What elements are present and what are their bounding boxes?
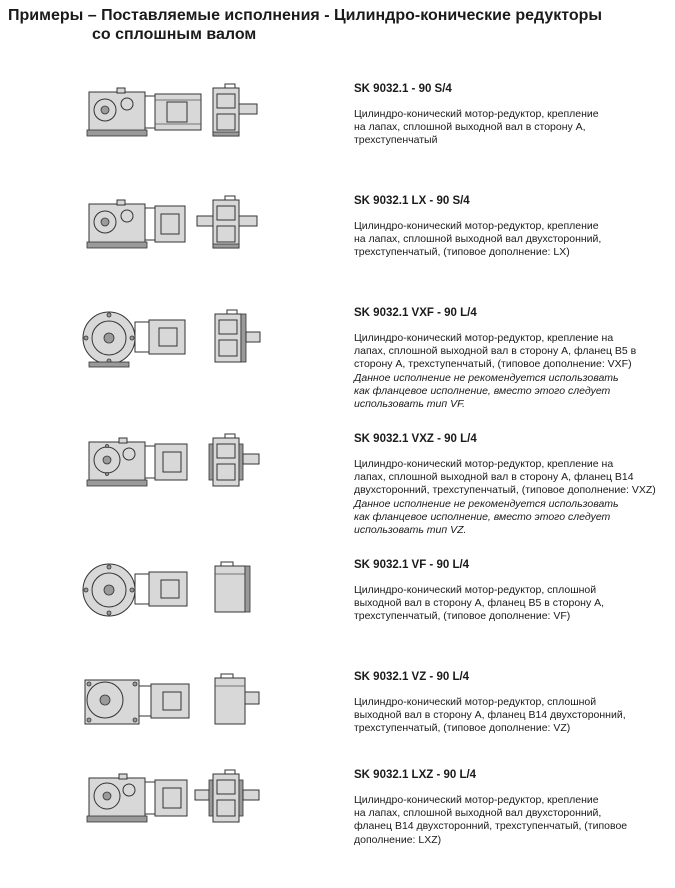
gearmotor-drawing bbox=[75, 304, 275, 376]
variant-description bbox=[354, 558, 664, 624]
model-code: SK 9032.1 - 90 S/4 bbox=[354, 83, 452, 95]
variant-description bbox=[354, 306, 664, 411]
description-text: Цилиндро-конический мотор-редуктор, крепление на лапах, сплошной выходной вал двухсторонний, трехступенчатый, (типовое дополнение: LX) bbox=[354, 220, 602, 259]
gearmotor-drawing bbox=[75, 766, 275, 838]
variant-entry bbox=[0, 82, 675, 202]
recommendation-note: Данное исполнение не рекомендуется использовать как фланцевое исполнение, вместо этого следует использовать тип VZ. bbox=[354, 497, 619, 537]
page-title-line-2: со сплошным валом bbox=[92, 26, 257, 43]
description-text: Цилиндро-конический мотор-редуктор, крепление на лапах, сплошной выходной вал в сторону А, фланец B5 в сторону А, трехступенчатый, (типовое дополнение: VXF) bbox=[354, 332, 637, 371]
page-title bbox=[8, 6, 648, 44]
recommendation-note: Данное исполнение не рекомендуется использовать как фланцевое исполнение, вместо этого следует использовать тип VF. bbox=[354, 371, 619, 411]
model-code: SK 9032.1 VXF - 90 L/4 bbox=[354, 307, 477, 319]
variant-entry bbox=[0, 768, 675, 888]
variant-description bbox=[354, 768, 664, 847]
variant-description bbox=[354, 194, 664, 260]
variant-entry bbox=[0, 432, 675, 552]
model-code: SK 9032.1 VZ - 90 L/4 bbox=[354, 671, 470, 683]
variant-entry bbox=[0, 558, 675, 678]
variant-entry bbox=[0, 306, 675, 426]
description-text: Цилиндро-конический мотор-редуктор, сплошной выходной вал в сторону А, фланец B5 в сторону А, трехступенчатый, (типовое дополнение: VF) bbox=[354, 584, 605, 623]
description-text: Цилиндро-конический мотор-редуктор, крепление на лапах, сплошной выходной вал в сторону А, трехступенчатый bbox=[354, 108, 599, 147]
gearmotor-drawing bbox=[75, 430, 275, 502]
gearmotor-drawing bbox=[75, 192, 275, 264]
variant-entry bbox=[0, 194, 675, 314]
variant-description bbox=[354, 670, 664, 736]
description-text: Цилиндро-конический мотор-редуктор, крепление на лапах, сплошной выходной вал в сторону А, фланец B14 двухсторонний, трехступенчатый, (типовое дополнение: VXZ) bbox=[354, 458, 656, 497]
variant-description bbox=[354, 82, 664, 148]
gearmotor-drawing bbox=[75, 556, 275, 628]
model-code: SK 9032.1 LX - 90 S/4 bbox=[354, 195, 470, 207]
model-code: SK 9032.1 LXZ - 90 L/4 bbox=[354, 769, 477, 781]
gearmotor-drawing bbox=[75, 668, 275, 740]
model-code: SK 9032.1 VXZ - 90 L/4 bbox=[354, 433, 477, 445]
description-text: Цилиндро-конический мотор-редуктор, сплошной выходной вал в сторону А, фланец B14 двухсторонний, трехступенчатый, (типовое дополнение: VZ) bbox=[354, 696, 626, 735]
variant-description bbox=[354, 432, 664, 537]
page-title-line-1: Примеры – Поставляемые исполнения - Цилиндро-конические редукторы bbox=[8, 7, 603, 24]
description-text: Цилиндро-конический мотор-редуктор, крепление на лапах, сплошной выходной вал двухсторонний, фланец B14 двухсторонний, трехступенчатый, (типовое дополнение: LXZ) bbox=[354, 794, 628, 846]
model-code: SK 9032.1 VF - 90 L/4 bbox=[354, 559, 470, 571]
gearmotor-drawing bbox=[75, 80, 275, 152]
